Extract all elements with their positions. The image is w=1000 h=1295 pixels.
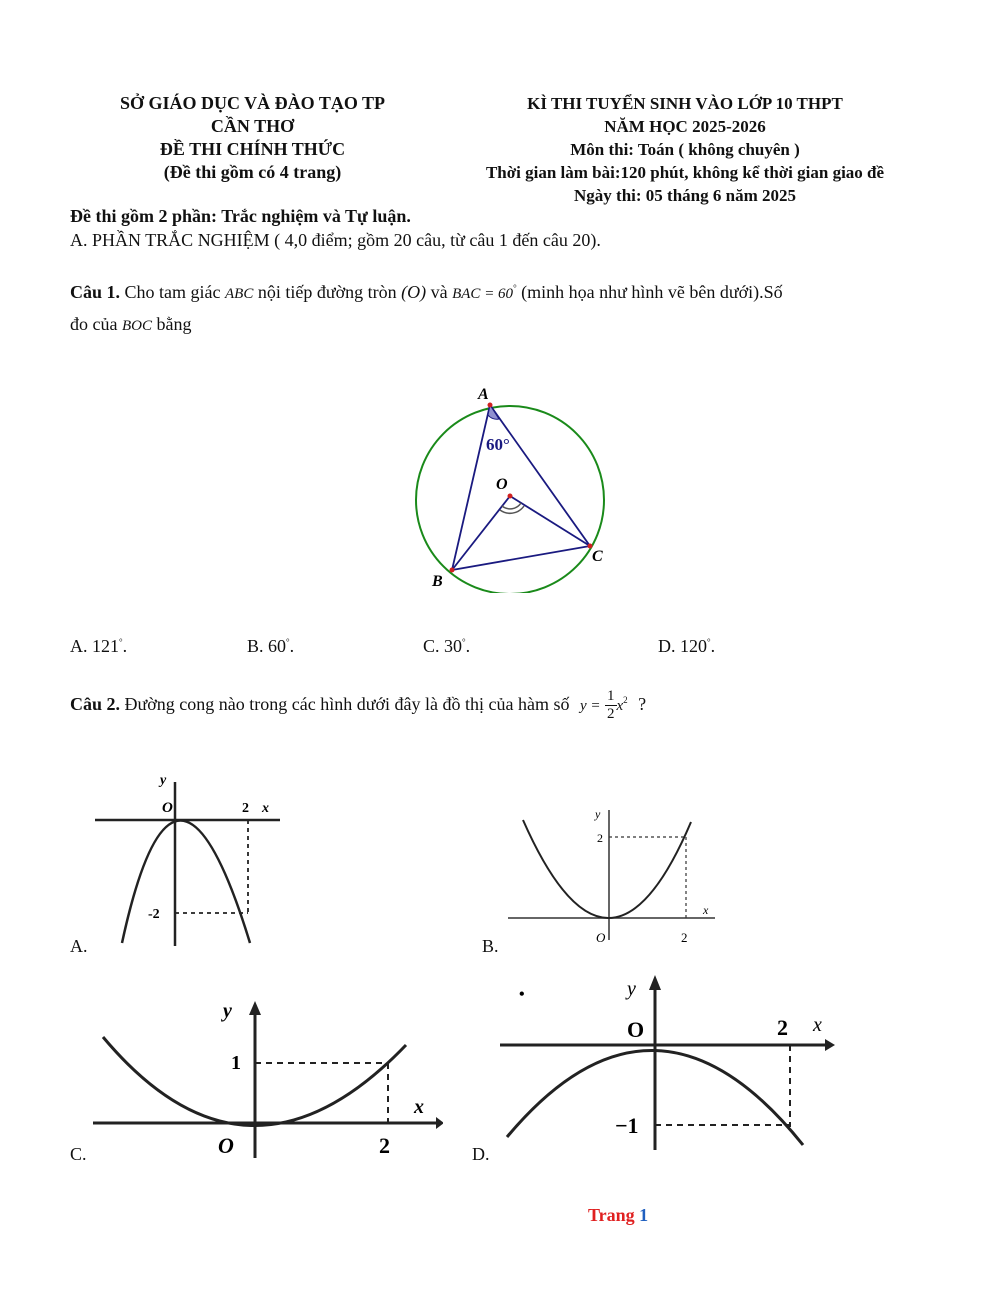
- q1-label: Câu 1.: [70, 282, 121, 302]
- label-o: O: [496, 476, 508, 493]
- triangle-abc: [452, 405, 590, 570]
- label-yv: 2: [597, 831, 603, 845]
- option-end: .: [289, 636, 295, 656]
- option-letter: A.: [70, 636, 88, 656]
- option-letter: C.: [423, 636, 440, 656]
- label-y: y: [627, 978, 636, 1000]
- q2-exp: 2: [623, 695, 628, 705]
- parabola: [523, 820, 691, 918]
- x-arrow: [436, 1117, 443, 1129]
- option-value: 121: [92, 636, 119, 656]
- point-o: [508, 494, 513, 499]
- point-b: [450, 568, 455, 573]
- q1-part3: và: [430, 282, 448, 302]
- label-a: A: [478, 386, 489, 403]
- exam-structure: Đề thi gồm 2 phần: Trắc nghiệm và Tự luận.: [70, 206, 411, 226]
- q2-lhs: y =: [579, 698, 601, 714]
- label-x: x: [813, 1014, 822, 1036]
- fraction-den: 2: [607, 706, 615, 723]
- graph-d-letter: D.: [472, 1144, 490, 1164]
- graph-d[interactable]: [495, 965, 840, 1155]
- point-a: [488, 403, 493, 408]
- q1-boc: BOC: [121, 318, 152, 334]
- header-left: [80, 92, 425, 184]
- option-letter: B.: [247, 636, 264, 656]
- label-o: O: [218, 1133, 234, 1158]
- exam-date: Ngày thi: 05 tháng 6 năm 2025: [574, 186, 796, 205]
- option-end: .: [710, 636, 716, 656]
- option-degree: °: [707, 637, 711, 647]
- y-arrow: [649, 975, 661, 990]
- time-limit: Thời gian làm bài:120 phút, không kể thời gian giao đề: [485, 163, 885, 182]
- option-end: .: [122, 636, 128, 656]
- dept-line2: CẦN THƠ: [210, 116, 295, 136]
- q1-abc: ABC: [225, 286, 254, 302]
- label-y: y: [223, 1000, 232, 1022]
- label-xv: 2: [777, 1015, 788, 1040]
- label-xv: 2: [379, 1133, 390, 1158]
- footer-word: Trang: [588, 1205, 635, 1225]
- option-letter: D.: [658, 636, 676, 656]
- graph-a-letter: A.: [70, 936, 88, 956]
- q1-option-b[interactable]: [247, 636, 294, 657]
- q1-part4: (minh họa như hình vẽ bên dưới).Số: [521, 282, 783, 302]
- graph-b-letter: B.: [482, 936, 499, 956]
- x-arrow: [825, 1039, 835, 1051]
- official-exam-label: ĐỀ THI CHÍNH THỨC: [159, 139, 346, 159]
- fraction-num: 1: [607, 688, 615, 705]
- q1-option-a[interactable]: [70, 636, 127, 657]
- exam-title: KÌ THI TUYỂN SINH VÀO LỚP 10 THPT: [527, 94, 843, 113]
- q1-part6: bằng: [156, 314, 192, 334]
- graph-b[interactable]: [503, 800, 723, 950]
- angle-60-label: 60°: [486, 435, 510, 454]
- segment-oc: [510, 496, 590, 546]
- option-value: 60: [268, 636, 287, 656]
- school-year: NĂM HỌC 2025-2026: [604, 117, 766, 136]
- option-value: 30: [444, 636, 463, 656]
- q1-circle-figure: [400, 378, 620, 593]
- option-end: .: [465, 636, 471, 656]
- option-degree: °: [119, 637, 123, 647]
- page-footer: [588, 1205, 648, 1226]
- q1-circle: (O): [401, 282, 427, 302]
- label-o: O: [627, 1017, 645, 1042]
- graph-c-letter: C.: [70, 1144, 87, 1164]
- q1-degree: °: [513, 283, 517, 293]
- y-arrow: [249, 1001, 261, 1015]
- q2-question: Đường cong nào trong các hình dưới đây là đồ thị của hàm số: [124, 694, 570, 714]
- q1-part5: đo của: [70, 314, 118, 334]
- q2-fraction: [605, 688, 617, 723]
- graph-a[interactable]: [90, 768, 285, 948]
- subject: Môn thi: Toán ( không chuyên ): [570, 140, 800, 159]
- label-c: C: [592, 548, 603, 565]
- graph-c[interactable]: [88, 995, 443, 1160]
- option-degree: °: [286, 637, 290, 647]
- option-value: 120: [680, 636, 707, 656]
- q1-option-c[interactable]: [423, 636, 470, 657]
- q1-text: [70, 276, 950, 306]
- page-number: 1: [639, 1205, 649, 1225]
- parabola: [122, 821, 250, 944]
- label-yv: 1: [231, 1052, 241, 1074]
- label-y: y: [595, 807, 601, 821]
- q2-qmark: ?: [638, 694, 647, 714]
- dept-line1: SỞ GIÁO DỤC VÀ ĐÀO TẠO TP: [119, 93, 386, 113]
- label-x: x: [414, 1096, 424, 1118]
- q1-angle: BAC = 60: [452, 286, 514, 302]
- header-right: [450, 92, 920, 207]
- label-yv: -2: [148, 907, 160, 922]
- q2-label: Câu 2.: [70, 694, 121, 714]
- stray-dot: •: [519, 986, 525, 1003]
- label-b: B: [432, 573, 443, 590]
- q2-x: x: [616, 698, 624, 714]
- label-x: x: [262, 801, 269, 816]
- q1-option-d[interactable]: [658, 636, 715, 657]
- label-yv: −1: [615, 1113, 639, 1138]
- option-degree: °: [462, 637, 466, 647]
- label-y: y: [160, 773, 167, 788]
- q1-part2: nội tiếp đường tròn: [257, 282, 397, 302]
- label-x: x: [703, 903, 709, 917]
- q2-text: [70, 688, 646, 723]
- label-xv: 2: [242, 801, 249, 816]
- label-xv: 2: [681, 930, 688, 945]
- label-o: O: [162, 800, 173, 816]
- q1-part1: Cho tam giác: [124, 282, 221, 302]
- part-a-heading: A. PHẦN TRẮC NGHIỆM ( 4,0 điểm; gồm 20 câu, từ câu 1 đến câu 20).: [70, 230, 601, 250]
- q1-text-line2: [70, 312, 191, 338]
- label-o: O: [596, 930, 606, 945]
- page-count-note: (Đề thi gồm có 4 trang): [163, 162, 342, 182]
